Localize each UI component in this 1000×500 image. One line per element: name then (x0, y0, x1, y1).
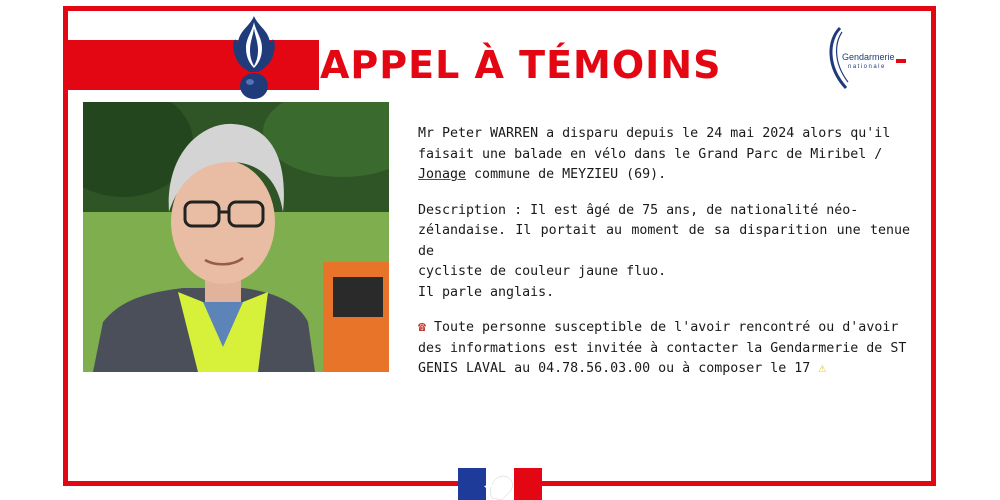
logo-subtitle: nationale (848, 64, 886, 70)
text-line: des informations est invitée à contacter la Gendarmerie de ST (418, 340, 907, 356)
text-fragment: commune de MEYZIEU (69). (466, 167, 667, 182)
text-line: Il parle anglais. (418, 284, 555, 300)
text-line: cycliste de couleur jaune fluo. (418, 264, 667, 279)
text-line (418, 165, 910, 186)
description-paragraph (418, 201, 910, 304)
marianne-logo-icon (458, 468, 542, 500)
text-fragment: Toute personne susceptible de l'avoir rencontré ou d'avoir (426, 320, 899, 335)
telephone-icon: ☎ (418, 320, 427, 335)
text-line: Description : Il est âgé de 75 ans, de nationalité néo- (418, 202, 859, 218)
text-line: Mr Peter WARREN a disparu depuis le 24 mai 2024 alors qu'il (418, 126, 891, 141)
text-line (418, 318, 910, 339)
warning-icon: ⚠ (818, 361, 827, 376)
page-title: APPEL À TÉMOINS (320, 43, 722, 87)
disappearance-paragraph (418, 124, 910, 186)
text-line: zélandaise. Il portait au moment de sa disparition une tenue de (418, 223, 910, 259)
text-line (418, 359, 910, 380)
header-red-band (63, 40, 319, 90)
notice-text (418, 124, 910, 395)
missing-person-photo (83, 102, 389, 372)
gendarmerie-flame-icon (228, 12, 280, 102)
logo-name: Gendarmerie (842, 52, 895, 62)
contact-paragraph (418, 318, 910, 380)
text-line: faisait une balade en vélo dans le Grand Parc de Miribel / (418, 146, 883, 162)
text-fragment: GENIS LAVAL au 04.78.56.03.00 ou à composer le 17 (418, 361, 819, 376)
underlined-word: Jonage (418, 167, 467, 182)
